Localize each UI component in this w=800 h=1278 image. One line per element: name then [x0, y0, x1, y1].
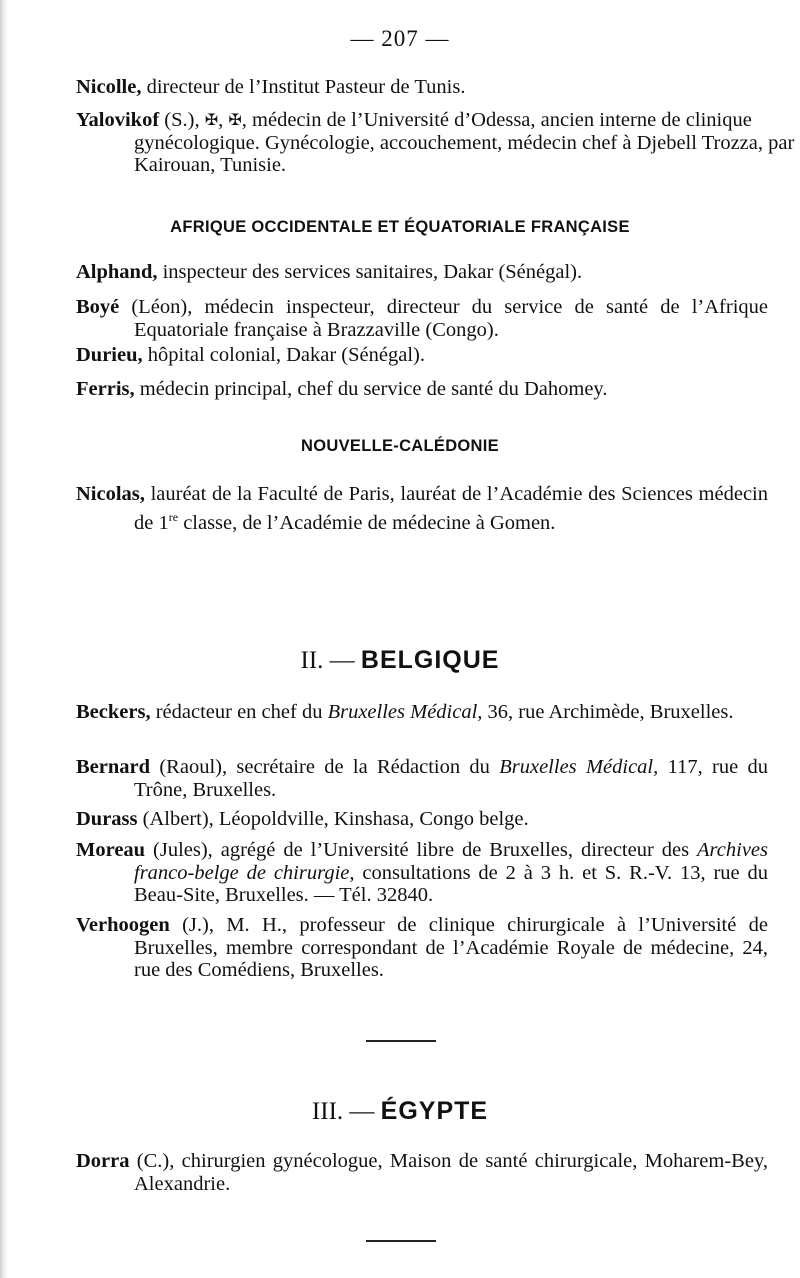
entry-text: directeur de l’Institut Pasteur de Tunis. — [141, 76, 466, 98]
list-item — [76, 76, 768, 99]
entry-text: (Albert), Léopoldville, Kinshasa, Congo belge. — [137, 808, 529, 830]
list-item — [76, 1150, 768, 1195]
divider — [366, 1240, 436, 1242]
list-item: Nicolas, lauréat de la Faculté de Paris, lauréat de l’Académie des Sciences médecin de 1re classe, de l’Académie de médecine à Gomen. — [76, 483, 768, 534]
entry-name: Alphand, — [76, 261, 158, 283]
entry-name: Durass — [76, 808, 138, 830]
entry-text: médecin principal, chef du service de santé du Dahomey. — [134, 378, 608, 400]
entry-text: inspecteur des services sanitaires, Dakar (Sénégal). — [157, 261, 583, 283]
list-item — [76, 261, 768, 284]
list-item: Beckers, rédacteur en chef du Bruxelles Médical, 36, rue Archimède, Bruxelles. — [76, 701, 734, 723]
cross-icon: ✠ — [204, 110, 219, 129]
region-heading-afrique: AFRIQUE OCCIDENTALE ET ÉQUATORIALE FRANÇAISE — [170, 218, 630, 236]
entry-name: Yalovikof — [76, 109, 160, 131]
cross-icon: ✠ — [228, 110, 242, 129]
entry-name: Dorra — [76, 1150, 130, 1172]
divider — [366, 1040, 436, 1042]
entry-name: Boyé — [76, 296, 120, 318]
entry-name: Durieu, — [76, 344, 143, 366]
entry-name: Bernard — [76, 756, 151, 778]
region-heading-caledonie: NOUVELLE-CALÉDONIE — [301, 437, 499, 455]
entry-text: (C.), chirurgien gynécologue, Maison de santé chirurgicale, Moharem-Bey, Alexandrie. — [129, 1150, 768, 1195]
list-item — [76, 296, 768, 341]
list-item — [76, 344, 768, 367]
list-item: Bernard (Raoul), secrétaire de la Rédaction du Bruxelles Médical, 117, rue du Trône, Bruxelles. — [76, 756, 768, 801]
list-item: Yalovikof (S.), ✠, ✠, médecin de l’Université d’Odessa, ancien interne de clinique gynécologique. Gynécologie, accouchement, médecin chef à Djebell Trozza, par Kairouan, Tunisie. — [76, 109, 795, 176]
entry-name: Beckers, — [76, 701, 151, 723]
entry-name: Nicolas, — [76, 483, 145, 505]
list-item — [76, 808, 768, 831]
entry-name: Ferris, — [76, 378, 135, 400]
list-item — [76, 378, 768, 401]
entry-text: , médecin de l’Université d’Odessa, ancien interne de clinique gynécologique. Gynécologie, accouchement, médecin chef à Djebell Trozza, par Kairouan, Tunisie. — [134, 109, 795, 176]
entry-name: Moreau — [76, 839, 146, 861]
list-item — [76, 914, 768, 982]
entry-text: (Léon), médecin inspecteur, directeur du service de santé de l’Afrique Equatoriale française à Brazzaville (Congo). — [119, 296, 768, 341]
page-edge-shadow — [0, 0, 8, 1278]
entry-name: Nicolle, — [76, 76, 142, 98]
page-number: — 207 — — [350, 26, 450, 51]
section-heading-egypte: III. — ÉGYPTE — [311, 1097, 489, 1125]
section-heading-belgique: II. — BELGIQUE — [300, 646, 500, 674]
list-item: Moreau (Jules), agrégé de l’Université libre de Bruxelles, directeur des Archives franco-belge de chirurgie, consultations de 2 à 3 h. et S. R.-V. 13, rue du Beau-Site, Bruxelles. — Tél. 32840. — [76, 839, 769, 906]
entry-text: hôpital colonial, Dakar (Sénégal). — [142, 344, 425, 366]
entry-name: Verhoogen — [76, 914, 170, 936]
entry-text: (J.), M. H., professeur de clinique chirurgicale à l’Université de Bruxelles, membre correspondant de l’Académie Royale de médecine, 24, rue des Comédiens, Bruxelles. — [134, 914, 768, 981]
